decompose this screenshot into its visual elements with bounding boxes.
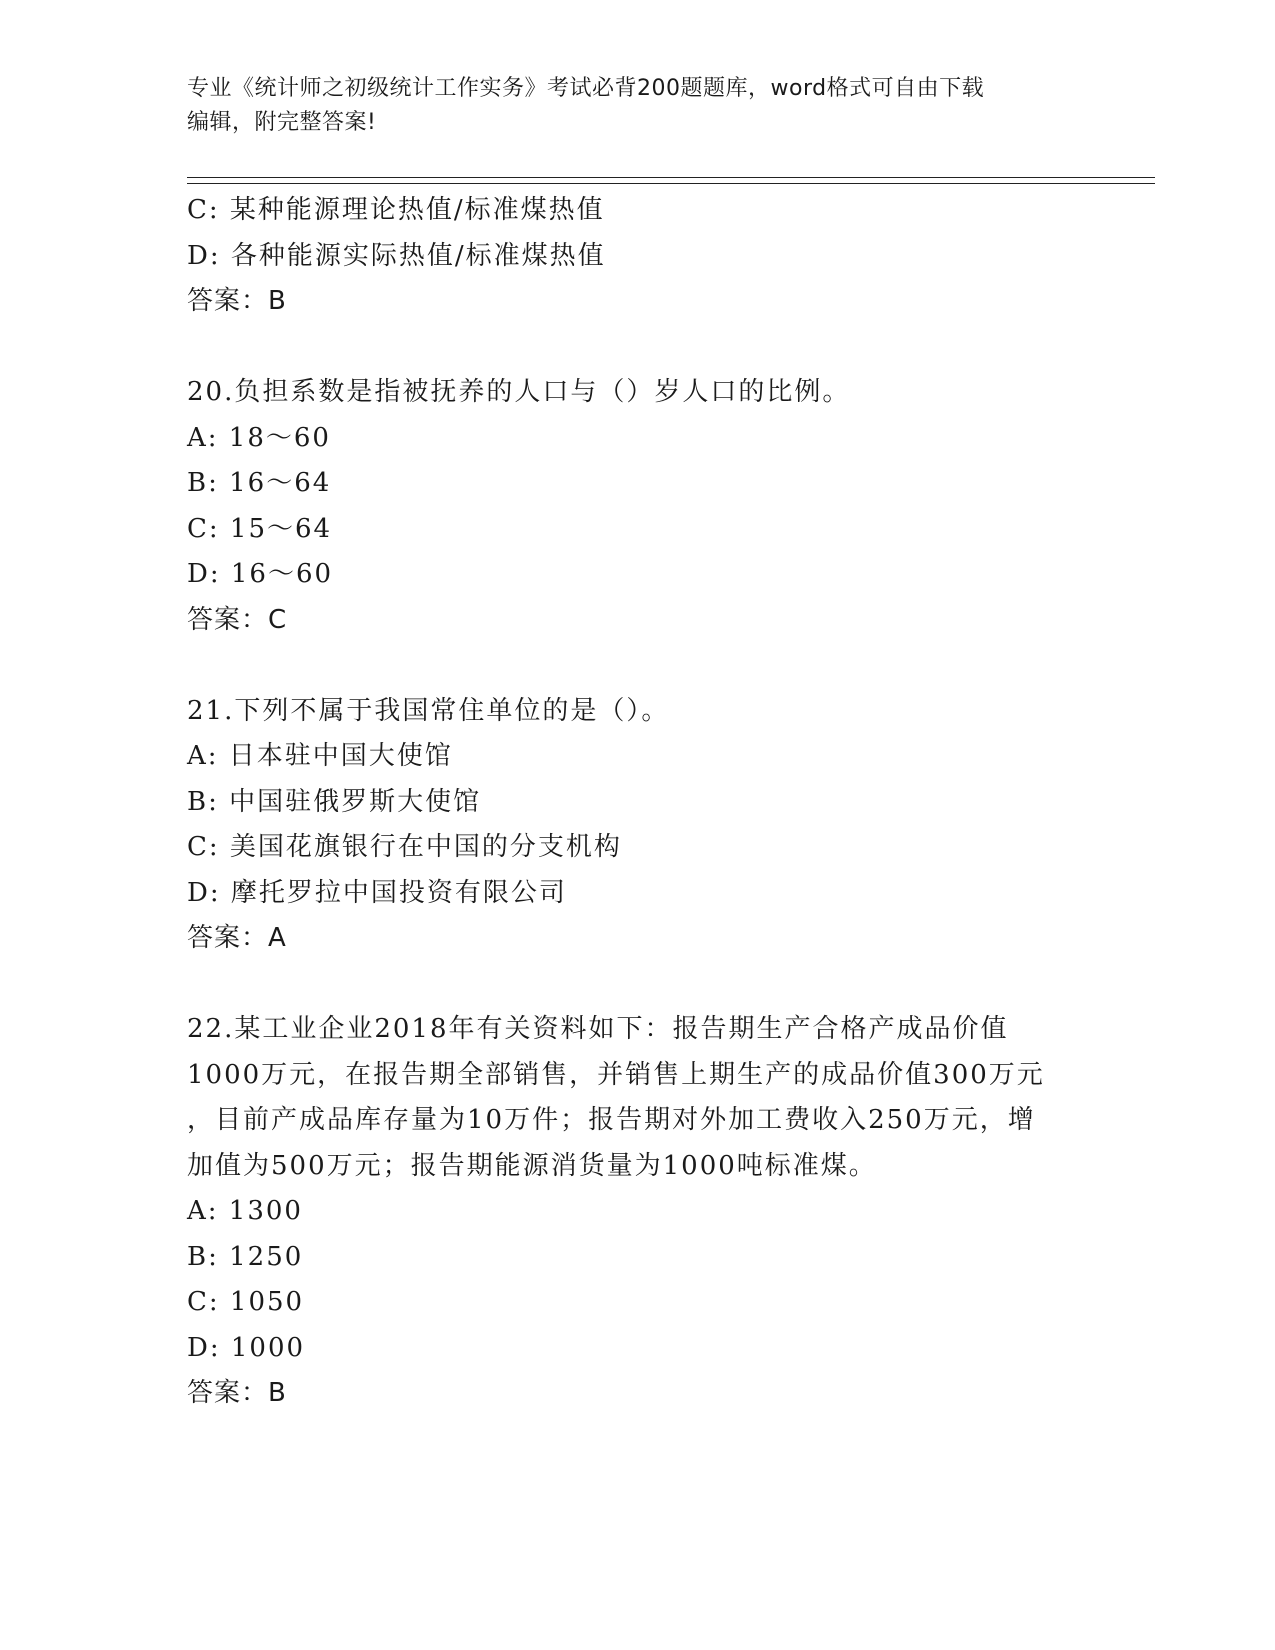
option-d: D: 各种能源实际热值/标准煤热值 [187, 240, 606, 271]
option-b: B: 1250 [187, 1241, 304, 1272]
option-a: A: 18～60 [187, 422, 331, 453]
question-content [187, 188, 1087, 1417]
option-a: A: 日本驻中国大使馆 [187, 741, 453, 771]
spacer [187, 325, 1087, 371]
question-stem-line-3: ，目前产成品库存量为10万件；报告期对外加工费收入250万元，增 [187, 1105, 1036, 1135]
question-stem: 21.下列不属于我国常住单位的是（）。 [187, 695, 670, 726]
document-header [187, 72, 1067, 140]
answer-line: 答案：C [187, 604, 288, 635]
header-line-2: 编辑，附完整答案! [187, 110, 377, 135]
question-21 [187, 689, 1087, 962]
question-stem-line-2: 1000万元，在报告期全部销售，并销售上期生产的成品价值300万元 [187, 1059, 1045, 1090]
option-a: A: 1300 [187, 1196, 303, 1226]
question-19-tail [187, 188, 1087, 325]
question-22 [187, 1007, 1087, 1417]
option-c: C: 某种能源理论热值/标准煤热值 [187, 195, 605, 225]
header-divider-bottom [187, 183, 1155, 184]
spacer [187, 962, 1087, 1008]
header-line-1: 专业《统计师之初级统计工作实务》考试必背200题题库，word格式可自由下载 [187, 76, 985, 101]
option-b: B: 16～64 [187, 468, 332, 498]
header-divider-top [187, 177, 1155, 178]
option-d: D: 16～60 [187, 559, 334, 589]
option-c: C: 15～64 [187, 513, 333, 544]
option-c: C: 1050 [187, 1287, 305, 1317]
question-stem-line-4: 加值为500万元；报告期能源消货量为1000吨标准煤。 [187, 1150, 877, 1181]
option-d: D: 摩托罗拉中国投资有限公司 [187, 877, 567, 908]
answer-line: 答案：B [187, 286, 287, 316]
spacer [187, 643, 1087, 689]
question-stem-line-1: 22.某工业企业2018年有关资料如下：报告期生产合格产成品价值 [187, 1014, 1009, 1044]
option-d: D: 1000 [187, 1332, 306, 1363]
answer-line: 答案：B [187, 1378, 287, 1408]
question-stem: 20.负担系数是指被抚养的人口与（）岁人口的比例。 [187, 377, 851, 407]
answer-line: 答案：A [187, 923, 287, 953]
question-20 [187, 370, 1087, 643]
option-b: B: 中国驻俄罗斯大使馆 [187, 786, 482, 817]
option-c: C: 美国花旗银行在中国的分支机构 [187, 832, 622, 862]
